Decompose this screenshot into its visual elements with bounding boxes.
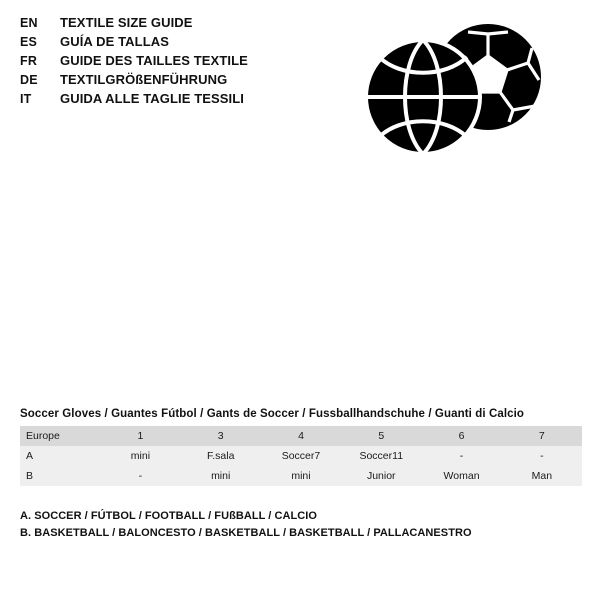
table-header-cell: 7 bbox=[538, 429, 545, 442]
table-cell: F.sala bbox=[206, 449, 235, 462]
legend-row bbox=[20, 53, 350, 72]
table-row bbox=[20, 446, 582, 466]
table-header-cell: 1 bbox=[137, 429, 144, 442]
table-cell: Soccer11 bbox=[359, 449, 404, 462]
table-cell: Soccer7 bbox=[281, 449, 321, 462]
legend-language-code: EN bbox=[20, 16, 38, 30]
table-header-cell: 4 bbox=[298, 429, 304, 442]
balls-illustration bbox=[355, 22, 560, 172]
size-table-title: Soccer Gloves / Guantes Fútbol / Gants de Soccer / Fussballhandschuhe / Guanti di Calcio bbox=[20, 408, 525, 420]
table-cell: - bbox=[138, 469, 143, 482]
table-cell: mini bbox=[211, 469, 231, 482]
legend-language-text: TEXTILGRÖßENFÜHRUNG bbox=[60, 72, 228, 87]
footnote-b: B. BASKETBALL / BALONCESTO / BASKETBALL / BASKETBALL / PALLACANESTRO bbox=[20, 527, 472, 539]
legend-language-text: GUIDE DES TAILLES TEXTILE bbox=[60, 53, 248, 68]
legend-language-code: ES bbox=[20, 35, 38, 49]
table-header-cell: 5 bbox=[378, 429, 385, 442]
legend-language-text: GUIDA ALLE TAGLIE TESSILI bbox=[60, 91, 245, 106]
legend-row bbox=[20, 72, 350, 91]
balls-icon bbox=[355, 22, 560, 172]
legend-language-code: IT bbox=[20, 92, 32, 106]
legend-row bbox=[20, 91, 350, 110]
legend-row bbox=[20, 15, 350, 34]
table-cell: Man bbox=[531, 469, 553, 482]
table-cell: Woman bbox=[443, 469, 480, 482]
table-row-label: A bbox=[26, 449, 34, 462]
table-cell: - bbox=[540, 449, 544, 462]
footnotes bbox=[20, 508, 540, 542]
size-table-block bbox=[20, 408, 582, 486]
table-header-row bbox=[20, 426, 582, 446]
table-header-cell: 3 bbox=[217, 429, 224, 442]
legend-language-code: DE bbox=[20, 73, 38, 87]
table-cell: mini bbox=[130, 449, 151, 462]
size-table bbox=[20, 426, 582, 486]
legend-language-text: GUÍA DE TALLAS bbox=[60, 34, 170, 49]
legend-language-text: TEXTILE SIZE GUIDE bbox=[60, 15, 193, 30]
legend-row bbox=[20, 34, 350, 53]
table-row-label: B bbox=[26, 469, 34, 482]
language-legend bbox=[20, 15, 350, 110]
table-header-cell: 6 bbox=[458, 429, 465, 442]
table-row bbox=[20, 466, 582, 486]
table-cell: - bbox=[459, 449, 464, 462]
footnote-a: A. SOCCER / FÚTBOL / FOOTBALL / FUßBALL / CALCIO bbox=[20, 510, 317, 522]
legend-language-code: FR bbox=[20, 54, 38, 68]
table-cell: mini bbox=[291, 469, 311, 482]
table-cell: Junior bbox=[366, 469, 396, 482]
basketball-icon bbox=[366, 40, 480, 154]
table-header-cell: Europe bbox=[26, 429, 60, 442]
